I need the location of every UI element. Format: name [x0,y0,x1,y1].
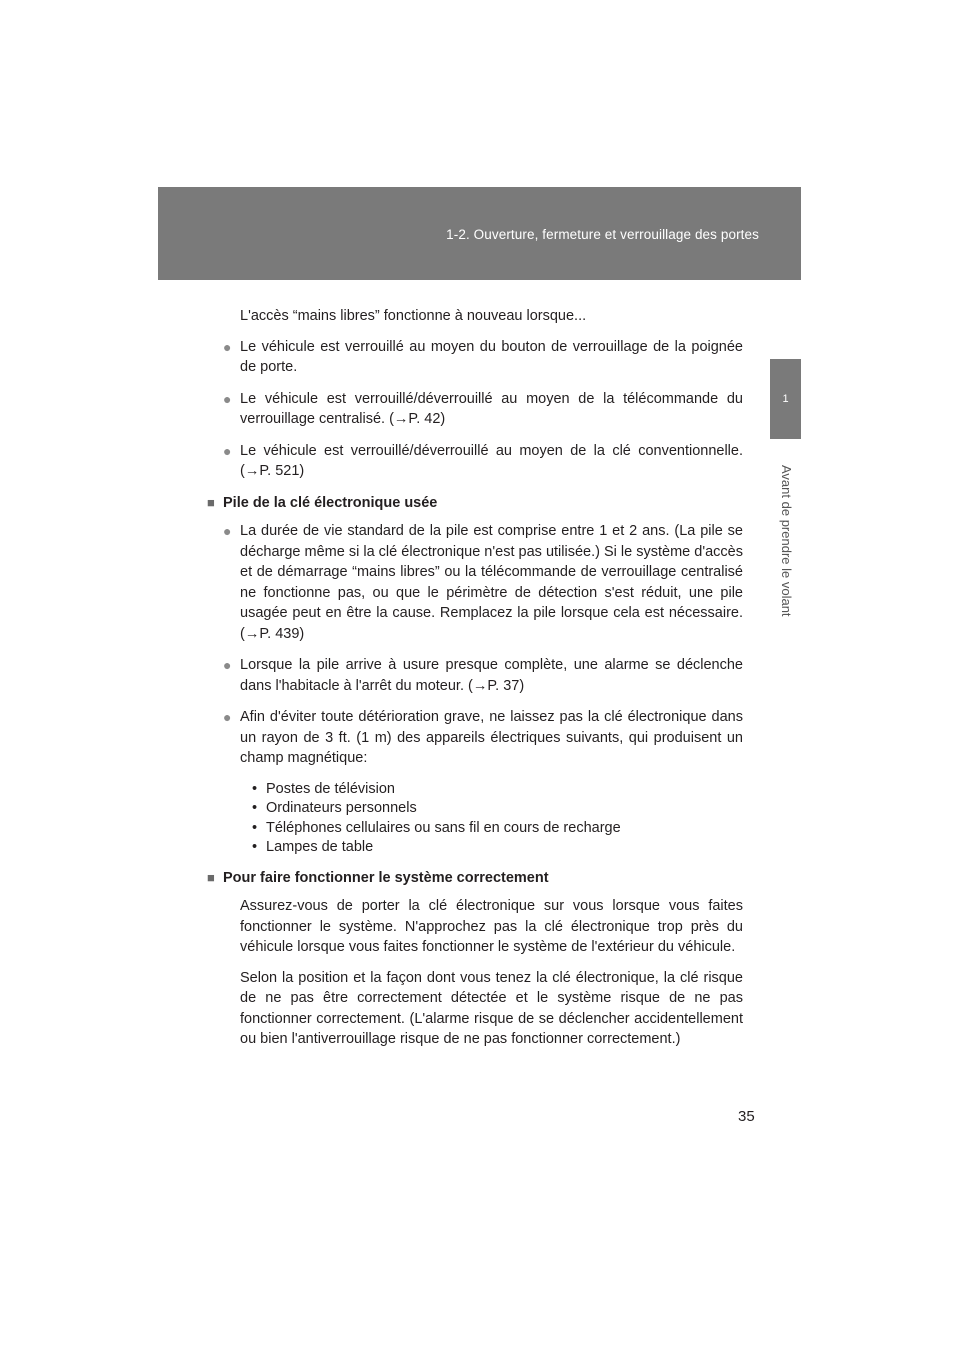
section-heading-battery: ■ Pile de la clé électronique usée [207,493,743,514]
bullet-dot-icon: ● [223,523,232,539]
list-item: • Téléphones cellulaires ou sans fil en cours de recharge [252,819,621,836]
battery-bullet: ● Afin d'éviter toute détérioration grave, ne laissez pas la clé électronique dans un rayon de 3 ft. (1 m) des appareils électriques suivants, qui produisent un champ magnétique: [223,709,743,766]
section-header-title: 1-2. Ouverture, fermeture et verrouillage des portes [446,227,759,242]
bullet-dot-icon: ● [223,338,232,355]
chapter-side-title: Avant de prendre le volant [779,465,794,617]
intro-text: L'accès “mains libres” fonctionne à nouveau lorsque... [240,308,587,324]
intro-bullet: ● Le véhicule est verrouillé/déverrouillé au moyen de la télécommande du verrouillage centralisé. (→P. 42) [223,390,743,427]
device-list [252,780,743,858]
bullet-dot-icon: ● [223,442,232,459]
section-square-icon: ■ [207,869,215,885]
list-item: • Postes de télévision [252,780,395,797]
section-square-icon: ■ [207,494,215,510]
bullet-dot-icon: ● [223,657,232,673]
bullet-dot-icon: ● [223,709,232,725]
intro-bullet: ● Le véhicule est verrouillé au moyen du bouton de verrouillage de la poignée de porte. [223,338,743,375]
operation-paragraph: Assurez-vous de porter la clé électronique sur vous lorsque vous faites fonctionner le système. N'approchez pas la clé électronique trop près du véhicule lorsque vous faites fonctionner le système de l'extérieur du véhicule. [240,898,743,955]
battery-bullet: ● La durée de vie standard de la pile est comprise entre 1 et 2 ans. (La pile se décharge même si la clé électronique n'est pas utilisée.) Si le système d'accès et de démarrage “mains libres” ou la télécommande de verrouillage centralisé ne fonctionne pas, ou que le périmètre de détection s'est réduit, une pile usagée peut en être la cause. Remplacez la pile lorsque cela est nécessaire. (→P. 439) [223,523,743,642]
intro-bullet: ● Le véhicule est verrouillé/déverrouillé au moyen de la clé conventionnelle. (→P. 521) [223,442,743,479]
list-item: • Lampes de table [252,839,374,855]
battery-bullet: ● Lorsque la pile arrive à usure presque complète, une alarme se déclenche dans l'habitacle à l'arrêt du moteur. (→P. 37) [223,657,743,694]
page-content [207,306,743,1060]
header-band [158,187,801,280]
list-item: • Ordinateurs personnels [252,800,417,816]
chapter-tab-number: 1 [770,359,801,439]
page-number: 35 [738,1108,755,1125]
bullet-dot-icon: ● [223,390,232,407]
section-heading-operation: ■ Pour faire fonctionner le système correctement [207,868,743,889]
operation-paragraph: Selon la position et la façon dont vous tenez la clé électronique, la clé risque de ne pas être correctement détectée et le système risque de ne pas fonctionner correctement. (L'alarme risque de se déclencher accidentellement ou bien l'antiverrouillage risque de ne pas fonctionner correctement.) [240,969,743,1047]
